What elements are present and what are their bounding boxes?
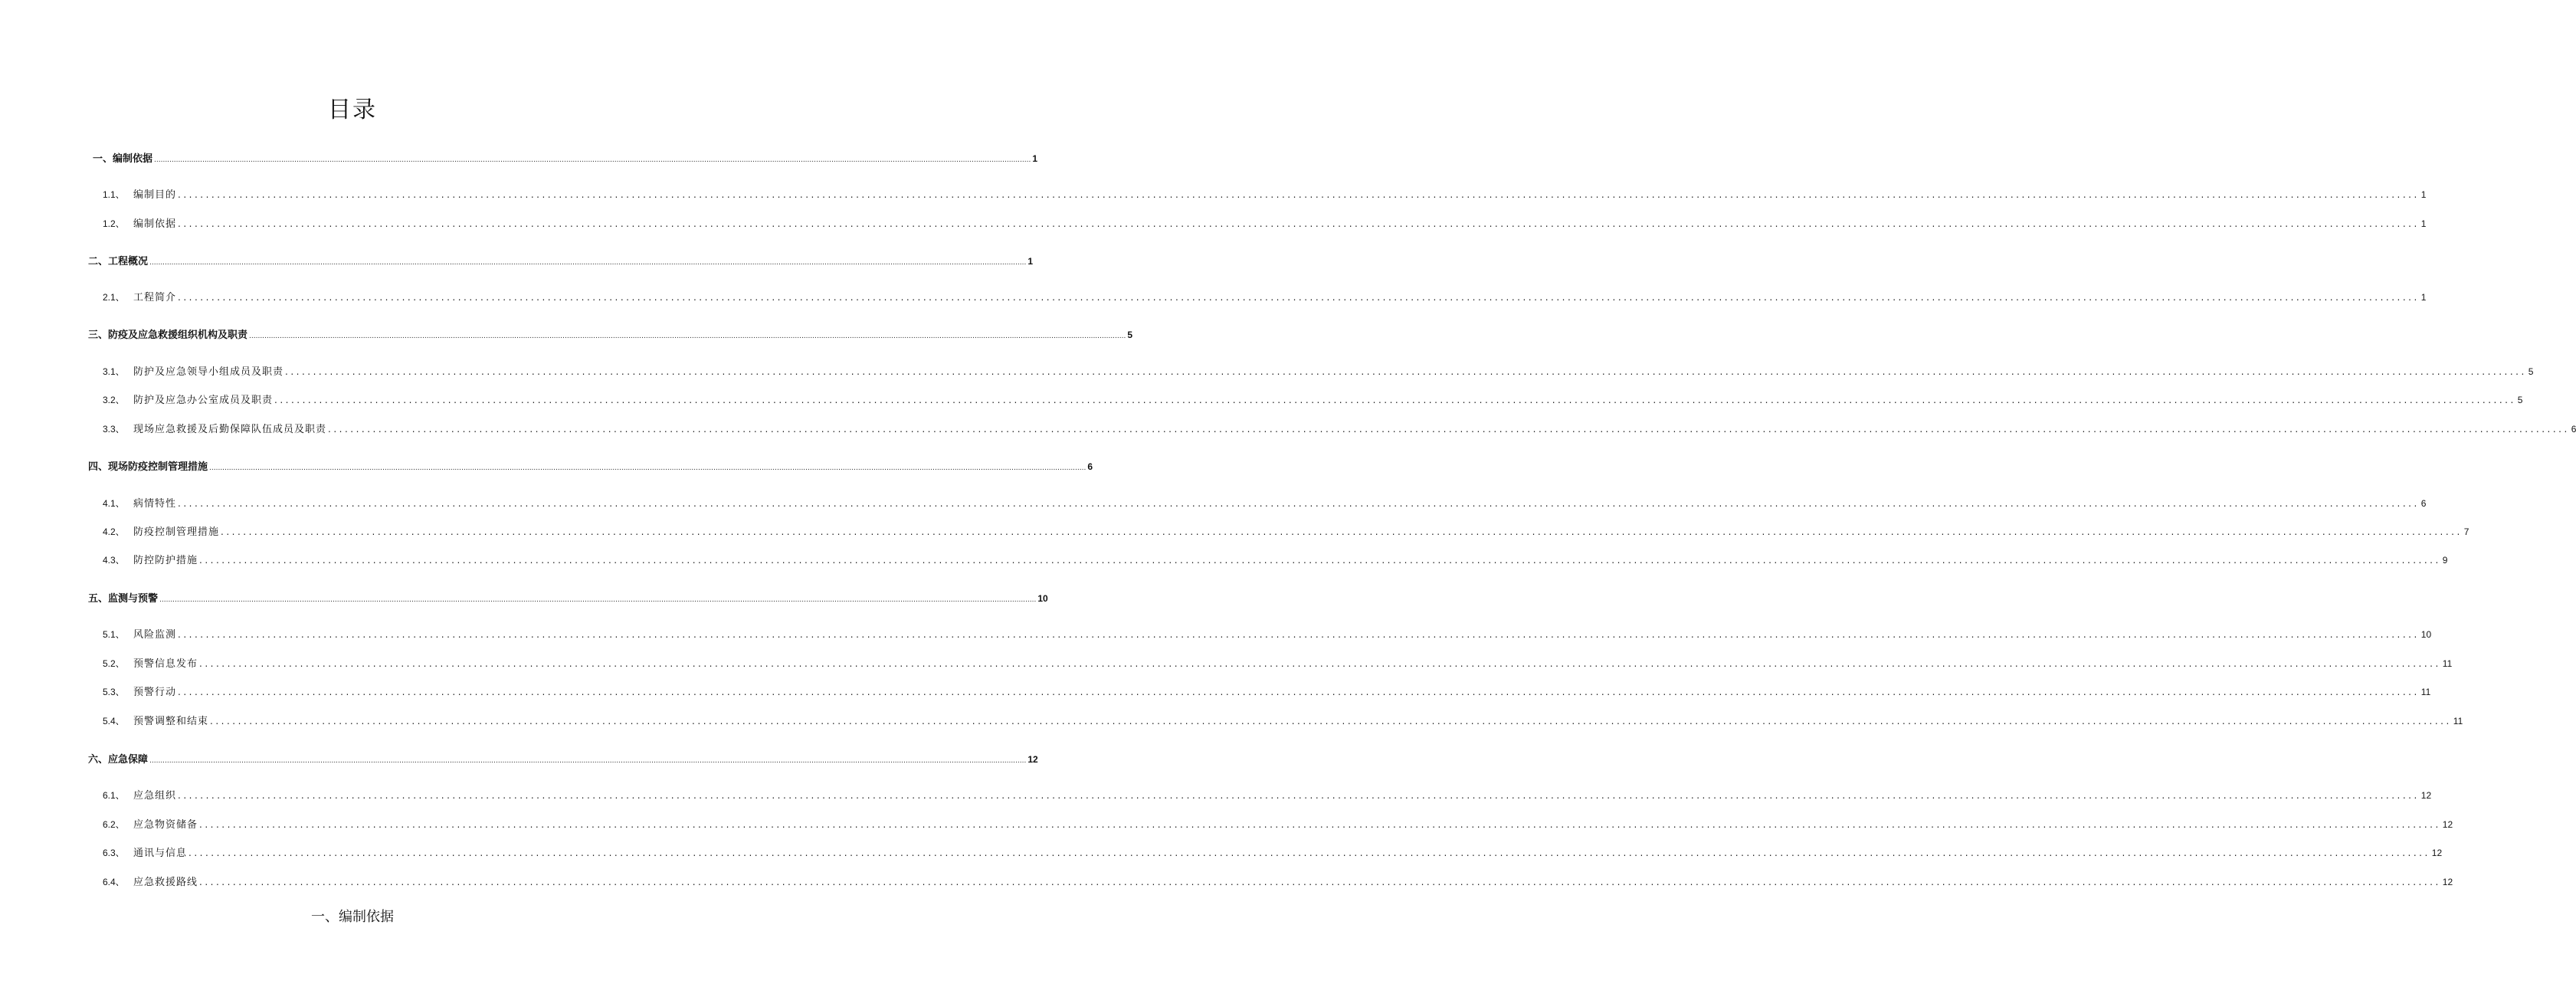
toc-page-number: 1 <box>1032 153 1038 164</box>
toc-page-number: 1 <box>2420 218 2427 229</box>
toc-entry-label: 五、监测与预警 <box>88 593 159 605</box>
toc-dot-leader: ................................................................................................................................................................................................................................................................................................................................................................................................................ <box>149 757 1027 765</box>
toc-chapter-entry[interactable] <box>88 751 1038 768</box>
toc-page-number: 5 <box>1127 330 1133 340</box>
toc-entry-number: 4.2、 <box>103 526 125 537</box>
toc-page-number: 11 <box>2442 658 2453 669</box>
toc-entry-number: 1.2、 <box>103 218 125 229</box>
toc-entry-number: 3.2、 <box>103 395 125 405</box>
toc-entry-label: 四、现场防疫控制管理措施 <box>88 461 208 473</box>
toc-page-number: 5 <box>2517 395 2523 405</box>
toc-entry-label: 应急组织 <box>133 790 177 802</box>
toc-entry-number: 5.3、 <box>103 687 125 697</box>
toc-chapter-entry[interactable] <box>88 253 1034 270</box>
toc-subsection-entry[interactable] <box>103 844 2443 861</box>
toc-dot-leader: ................................................................................................................................................................................................................................................................................................................................................................................................................ <box>199 555 2441 566</box>
toc-subsection-entry[interactable] <box>103 392 2523 408</box>
toc-subsection-entry[interactable] <box>103 816 2453 833</box>
toc-chapter-entry[interactable] <box>88 458 1093 475</box>
toc-entry-label: 编制依据 <box>133 218 177 230</box>
toc-chapter-entry[interactable] <box>93 150 1038 167</box>
toc-dot-leader: ................................................................................................................................................................................................................................................................................................................................................................................................................ <box>178 218 2420 229</box>
toc-entry-label: 应急物资储备 <box>133 819 198 831</box>
toc-page-number: 1 <box>2420 189 2427 200</box>
toc-entry-number: 5.1、 <box>103 629 125 640</box>
toc-entry-label: 六、应急保障 <box>88 754 149 766</box>
toc-entry-number: 5.4、 <box>103 716 125 726</box>
toc-page-number: 10 <box>2420 629 2432 640</box>
section-heading: 一、编制依据 <box>311 909 394 925</box>
toc-dot-leader: ................................................................................................................................................................................................................................................................................................................................................................................................................ <box>178 189 2420 200</box>
toc-dot-leader: ................................................................................................................................................................................................................................................................................................................................................................................................................ <box>210 716 2452 726</box>
toc-subsection-entry[interactable] <box>103 626 2432 643</box>
toc-entry-label: 防护及应急办公室成员及职责 <box>133 395 274 406</box>
toc-subsection-entry[interactable] <box>103 713 2463 730</box>
toc-entry-label: 病情特性 <box>133 498 177 510</box>
toc-page-number: 6 <box>1087 461 1093 472</box>
toc-page-number: 1 <box>2420 292 2427 303</box>
toc-dot-leader: ................................................................................................................................................................................................................................................................................................................................................................................................................ <box>199 877 2441 887</box>
toc-page-number: 5 <box>2528 366 2534 377</box>
toc-chapter-entry[interactable] <box>88 326 1133 343</box>
toc-dot-leader: ................................................................................................................................................................................................................................................................................................................................................................................................................ <box>178 498 2420 509</box>
toc-entry-number: 3.3、 <box>103 424 125 435</box>
toc-dot-leader: ................................................................................................................................................................................................................................................................................................................................................................................................................ <box>328 424 2570 435</box>
toc-entry-label: 风险监测 <box>133 629 177 641</box>
toc-page-number: 12 <box>1027 754 1038 765</box>
toc-subsection-entry[interactable] <box>103 289 2427 306</box>
toc-entry-label: 预警调整和结束 <box>133 716 209 727</box>
toc-subsection-entry[interactable] <box>103 215 2427 232</box>
toc-entry-number: 3.1、 <box>103 366 125 377</box>
toc-dot-leader: ................................................................................................................................................................................................................................................................................................................................................................................................................ <box>178 790 2420 801</box>
toc-entry-label: 编制目的 <box>133 189 177 201</box>
toc-dot-leader: ................................................................................................................................................................................................................................................................................................................................................................................................................ <box>159 596 1037 604</box>
toc-entry-number: 6.3、 <box>103 848 125 858</box>
toc-entry-label: 防护及应急领导小组成员及职责 <box>133 366 284 378</box>
toc-dot-leader: ................................................................................................................................................................................................................................................................................................................................................................................................................ <box>249 333 1126 340</box>
toc-entry-number: 1.1、 <box>103 189 125 200</box>
toc-entry-label: 二、工程概况 <box>88 256 149 267</box>
toc-page-number: 1 <box>1027 256 1034 267</box>
toc-page-number: 10 <box>1037 593 1048 604</box>
toc-subsection-entry[interactable] <box>103 186 2427 203</box>
toc-subsection-entry[interactable] <box>103 363 2534 380</box>
toc-page-number: 11 <box>2453 716 2463 726</box>
toc-entry-number: 2.1、 <box>103 292 125 303</box>
toc-page-number: 12 <box>2442 877 2453 887</box>
toc-entry-label: 预警信息发布 <box>133 658 198 670</box>
toc-page-number: 12 <box>2431 848 2443 858</box>
toc-entry-label: 现场应急救援及后勤保障队伍成员及职责 <box>133 424 327 435</box>
toc-dot-leader: ................................................................................................................................................................................................................................................................................................................................................................................................................ <box>149 259 1027 267</box>
toc-subsection-entry[interactable] <box>103 787 2432 804</box>
toc-entry-label: 通讯与信息 <box>133 848 188 859</box>
toc-dot-leader: ................................................................................................................................................................................................................................................................................................................................................................................................................ <box>178 629 2420 640</box>
toc-dot-leader: ................................................................................................................................................................................................................................................................................................................................................................................................................ <box>199 658 2441 669</box>
toc-entry-label: 应急救援路线 <box>133 877 198 888</box>
toc-dot-leader: ................................................................................................................................................................................................................................................................................................................................................................................................................ <box>199 819 2441 830</box>
toc-page-number: 6 <box>2571 424 2576 435</box>
toc-dot-leader: ................................................................................................................................................................................................................................................................................................................................................................................................................ <box>274 395 2516 405</box>
toc-entry-number: 4.3、 <box>103 555 125 566</box>
page-title: 目录 <box>328 97 377 123</box>
toc-entry-label: 预警行动 <box>133 687 177 698</box>
toc-subsection-entry[interactable] <box>103 684 2431 700</box>
toc-page-number: 9 <box>2442 555 2448 566</box>
toc-entry-label: 防疫控制管理措施 <box>133 526 220 538</box>
toc-dot-leader: ................................................................................................................................................................................................................................................................................................................................................................................................................ <box>285 366 2527 377</box>
toc-subsection-entry[interactable] <box>103 523 2469 540</box>
toc-entry-number: 6.2、 <box>103 819 125 830</box>
toc-dot-leader: ................................................................................................................................................................................................................................................................................................................................................................................................................ <box>188 848 2430 858</box>
toc-page-number: 7 <box>2463 526 2469 537</box>
toc-chapter-entry[interactable] <box>88 590 1048 607</box>
toc-dot-leader: ................................................................................................................................................................................................................................................................................................................................................................................................................ <box>178 292 2420 303</box>
toc-entry-label: 三、防疫及应急救援组织机构及职责 <box>88 330 248 341</box>
toc-dot-leader: ................................................................................................................................................................................................................................................................................................................................................................................................................ <box>154 156 1031 164</box>
toc-subsection-entry[interactable] <box>103 421 2576 438</box>
toc-page-number: 6 <box>2420 498 2427 509</box>
toc-dot-leader: ................................................................................................................................................................................................................................................................................................................................................................................................................ <box>178 687 2420 697</box>
toc-page-number: 12 <box>2442 819 2453 830</box>
toc-entry-number: 6.4、 <box>103 877 125 887</box>
toc-page-number: 11 <box>2420 687 2431 697</box>
toc-page-number: 12 <box>2420 790 2432 801</box>
toc-entry-number: 4.1、 <box>103 498 125 509</box>
toc-entry-number: 5.2、 <box>103 658 125 669</box>
toc-subsection-entry[interactable] <box>103 655 2453 672</box>
toc-entry-number: 6.1、 <box>103 790 125 801</box>
toc-subsection-entry[interactable] <box>103 495 2427 512</box>
toc-entry-label: 防控防护措施 <box>133 555 198 566</box>
toc-subsection-entry[interactable] <box>103 552 2448 569</box>
toc-entry-label: 工程简介 <box>133 292 177 303</box>
toc-subsection-entry[interactable] <box>103 874 2453 890</box>
toc-dot-leader: ................................................................................................................................................................................................................................................................................................................................................................................................................ <box>209 464 1086 472</box>
toc-dot-leader: ................................................................................................................................................................................................................................................................................................................................................................................................................ <box>221 526 2463 537</box>
toc-entry-label: 一、编制依据 <box>93 153 153 165</box>
